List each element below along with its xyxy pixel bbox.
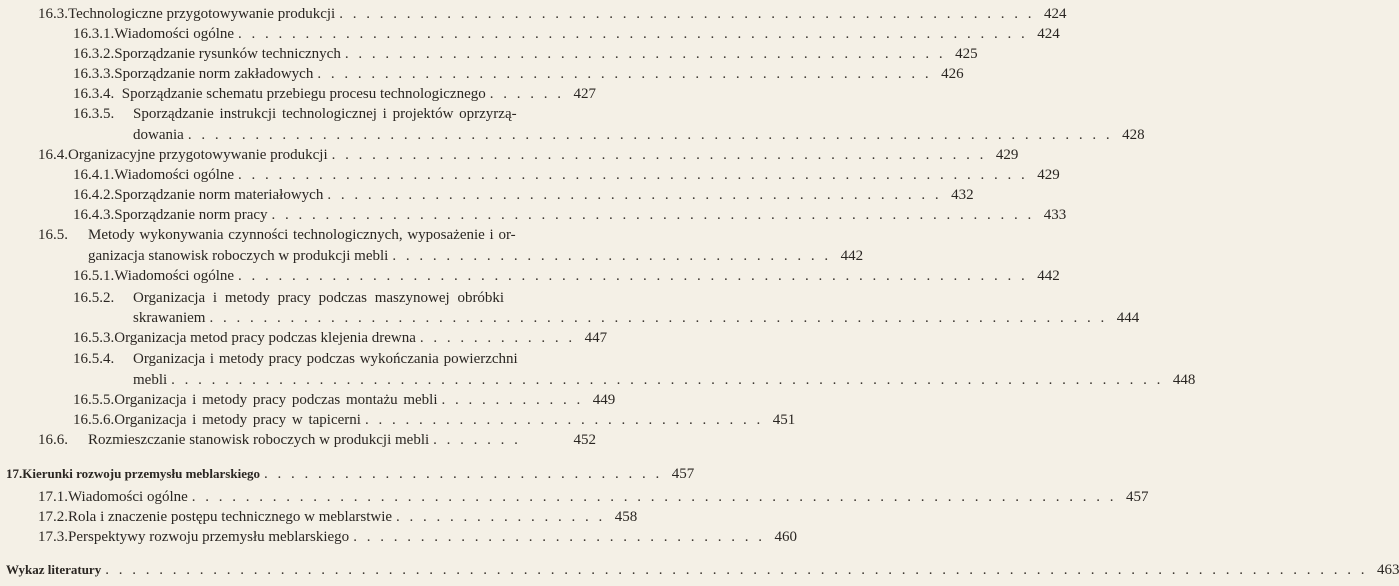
entry-page: 457 bbox=[671, 466, 695, 482]
toc-entry bbox=[0, 350, 620, 369]
leader-dots: . . . . . . bbox=[489, 86, 564, 102]
entry-number: 17.2. bbox=[38, 509, 68, 525]
toc-entry bbox=[0, 85, 620, 104]
entry-page: 429 bbox=[995, 147, 1019, 163]
toc-entry bbox=[0, 105, 620, 124]
leader-dots: . . . . . . . . . . . . . . . . . . . . . . . . . . . . . . . . . . . . . . . . . . . . . . . . . . . . . . . . . . . . . . . . . . . bbox=[209, 310, 1108, 326]
toc-entry bbox=[0, 528, 797, 547]
toc-entry bbox=[0, 391, 620, 410]
leader-dots: . . . . . . . . . . . bbox=[441, 392, 584, 408]
entry-title: Organizacyjne przygotowywanie produkcji bbox=[68, 147, 328, 163]
toc-entry bbox=[0, 488, 1149, 507]
entry-page: 426 bbox=[941, 66, 964, 82]
toc-entry bbox=[0, 45, 978, 64]
entry-page: 444 bbox=[1116, 310, 1140, 326]
entry-title-continuation: skrawaniem bbox=[133, 310, 206, 326]
entry-number: 16.5.2. bbox=[73, 290, 115, 306]
leader-dots: . . . . . . . . . . . . . . . . . . . . . . . . . . . . . . . . . . . . . . . . . . . . . . . . . bbox=[331, 147, 987, 163]
leader-dots: . . . . . . . . . . . . . . . . . . . . . . . . . . . . . . . . . . . . . . . . . . . . . bbox=[344, 46, 946, 62]
entry-number: 16.4. bbox=[38, 147, 68, 163]
entry-page: 451 bbox=[772, 412, 796, 428]
toc-entry bbox=[0, 166, 1060, 185]
entry-title: Rozmieszczanie stanowisk roboczych w produkcji mebli bbox=[88, 432, 430, 448]
entry-number: 17.3. bbox=[38, 529, 68, 545]
leader-dots: . . . . . . . . . . . . bbox=[419, 330, 576, 346]
entry-title: Technologiczne przygotowywanie produkcji bbox=[68, 6, 336, 22]
entry-number: 16.3. bbox=[38, 6, 68, 22]
leader-dots: . . . . . . . . . . . . . . . . . . . . . . . . . . . . . . . . . . . . . . . . . . . . . . . . . . . . . . . . . . . bbox=[238, 268, 1028, 284]
toc-entry bbox=[0, 267, 1060, 286]
entry-page: 449 bbox=[592, 392, 616, 408]
toc-entry bbox=[0, 411, 796, 430]
entry-number: 16.4.2. bbox=[73, 187, 115, 203]
toc-entry bbox=[0, 329, 620, 348]
chapter-title: Wykaz literatury bbox=[6, 562, 102, 577]
entry-title: Organizacja i metody pracy podczas wykończania powierzchni bbox=[133, 351, 518, 367]
leader-dots: . . . . . . . . . . . . . . . . . . . . . . . . . . . . . . . . . . . . . . . . . . . . . . bbox=[317, 66, 932, 82]
entry-number: 16.5.6. bbox=[73, 412, 115, 428]
toc-entry bbox=[0, 508, 638, 527]
entry-page: 427 bbox=[573, 86, 596, 102]
leader-dots: . . . . . . . . . . . . . . . . . . . . . . . . . . . . . . . . . . . . . . . . . . . . . . . . . . . . . . . . . . . . . . . . . . . . . bbox=[187, 127, 1113, 143]
entry-number: 17.1. bbox=[38, 489, 68, 505]
entry-page: 425 bbox=[955, 46, 978, 62]
toc-chapter bbox=[0, 464, 695, 484]
entry-title: Organizacja metod pracy podczas klejenia drewna bbox=[114, 330, 416, 346]
leader-dots: . . . . . . . . . . . . . . . . . . . . . . . . . . . . . . . . . . . . . . . . . . . . . . . . . . . . bbox=[339, 6, 1035, 22]
entry-title: Sporządzanie rysunków technicznych bbox=[114, 46, 341, 62]
chapter-title: Kierunki rozwoju przemysłu meblarskiego bbox=[22, 466, 260, 481]
entry-title-continuation: dowania bbox=[133, 127, 184, 143]
entry-number: 16.3.1. bbox=[73, 26, 115, 42]
leader-dots: . . . . . . . . . . . . . . . . . . . . . . . . . . . . . . . . . . . . . . . . . . . . . . . . . . . . . . . . . . . bbox=[238, 26, 1028, 42]
toc-entry-continuation bbox=[0, 309, 1140, 328]
toc-entry bbox=[0, 226, 620, 245]
entry-title: Sporządzanie norm materiałowych bbox=[114, 187, 324, 203]
entry-page: 424 bbox=[1043, 6, 1067, 22]
entry-title: Wiadomości ogólne bbox=[114, 167, 235, 183]
entry-title: Organizacja i metody pracy podczas montażu mebli bbox=[114, 392, 438, 408]
toc-chapter bbox=[0, 560, 1399, 580]
toc-entry-continuation bbox=[0, 371, 1196, 390]
entry-title: Organizacja i metody pracy podczas maszynowej obróbki bbox=[133, 290, 505, 306]
entry-number: 16.3.3. bbox=[73, 66, 115, 82]
entry-title-continuation: ganizacja stanowisk roboczych w produkcji mebli bbox=[88, 248, 389, 264]
entry-page: 424 bbox=[1037, 26, 1060, 42]
entry-title-continuation: mebli bbox=[133, 372, 168, 388]
leader-dots: . . . . . . . . . . . . . . . . . . . . . . . . . . . . . . . . . . . . . . . . . . . . . . . . . . . . . . . . . bbox=[271, 207, 1035, 223]
toc-entry bbox=[0, 186, 974, 205]
entry-page: 447 bbox=[584, 330, 608, 346]
entry-page: 448 bbox=[1172, 372, 1196, 388]
entry-title: Sporządzanie norm pracy bbox=[114, 207, 268, 223]
leader-dots: . . . . . . . . . . . . . . . . . . . . . . . . . . . . . . . . . bbox=[392, 248, 832, 264]
entry-title: Sporządzanie norm zakładowych bbox=[114, 66, 314, 82]
entry-number: 16.3.4. bbox=[73, 86, 115, 102]
entry-title: Rola i znaczenie postępu technicznego w meblarstwie bbox=[68, 509, 393, 525]
entry-number: 16.5. bbox=[38, 227, 68, 243]
leader-dots: . . . . . . . bbox=[433, 432, 521, 448]
entry-page: 433 bbox=[1043, 207, 1067, 223]
entry-number: 16.5.3. bbox=[73, 330, 115, 346]
entry-number: 16.4.3. bbox=[73, 207, 115, 223]
entry-number: 16.3.2. bbox=[73, 46, 115, 62]
entry-title: Metody wykonywania czynności technologicznych, wyposażenie i or- bbox=[88, 227, 516, 243]
leader-dots: . . . . . . . . . . . . . . . . . . . . . . . . . . . . . . . . . . . . . . . . . . . . . . . . . . . . . . . . . . . bbox=[238, 167, 1028, 183]
leader-dots: . . . . . . . . . . . . . . . . . . . . . . . . . . . . . . . bbox=[353, 529, 765, 545]
entry-title: Perspektywy rozwoju przemysłu meblarskiego bbox=[68, 529, 350, 545]
entry-number: 16.5.5. bbox=[73, 392, 115, 408]
leader-dots: . . . . . . . . . . . . . . . . . . . . . . . . . . . . . . . . . . . . . . . . . . . . . . . . . . . . . . . . . . . . . . . . . . . . . . . . . . bbox=[171, 372, 1164, 388]
entry-page: 460 bbox=[774, 529, 797, 545]
leader-dots: . . . . . . . . . . . . . . . . . . . . . . . . . . . . . . . . . . . . . . . . . . . . . . . . . . . . . . . . . . . . . . . . . . . . . . . . . . . . . . . . . . . . . . . . . . . . . . bbox=[105, 562, 1368, 578]
entry-title: Sporządzanie instrukcji technologicznej i projektów oprzyrzą- bbox=[133, 106, 517, 122]
entry-title: Sporządzanie schematu przebiegu procesu technologicznego bbox=[121, 86, 486, 102]
entry-page: 458 bbox=[614, 509, 638, 525]
leader-dots: . . . . . . . . . . . . . . . . . . . . . . . . . . . . . . . . . . . . . . . . . . . . . . . . . . . . . . . . . . . . . . . . . . . . . bbox=[191, 489, 1117, 505]
entry-number: 16.5.4. bbox=[73, 351, 115, 367]
toc-entry bbox=[0, 65, 964, 84]
toc-entry bbox=[0, 146, 1019, 165]
entry-page: 452 bbox=[573, 432, 596, 448]
leader-dots: . . . . . . . . . . . . . . . . bbox=[396, 509, 606, 525]
entry-number: 16.5.1. bbox=[73, 268, 115, 284]
leader-dots: . . . . . . . . . . . . . . . . . . . . . . . . . . . . . . bbox=[263, 466, 663, 482]
leader-dots: . . . . . . . . . . . . . . . . . . . . . . . . . . . . . . bbox=[364, 412, 764, 428]
leader-dots: . . . . . . . . . . . . . . . . . . . . . . . . . . . . . . . . . . . . . . . . . . . . . . bbox=[327, 187, 942, 203]
entry-page: 442 bbox=[840, 248, 864, 264]
entry-number: 16.3.5. bbox=[73, 106, 115, 122]
entry-title: Wiadomości ogólne bbox=[114, 26, 235, 42]
entry-page: 432 bbox=[951, 187, 974, 203]
entry-page: 442 bbox=[1037, 268, 1060, 284]
entry-number: 16.6. bbox=[38, 432, 68, 448]
chapter-number: 17. bbox=[6, 466, 23, 481]
toc-entry bbox=[0, 431, 620, 450]
toc-entry-continuation bbox=[0, 247, 864, 266]
entry-number: 16.4.1. bbox=[73, 167, 115, 183]
entry-page: 457 bbox=[1126, 489, 1149, 505]
entry-page: 428 bbox=[1122, 127, 1145, 143]
entry-page: 429 bbox=[1037, 167, 1060, 183]
entry-title: Organizacja i metody pracy w tapicerni bbox=[114, 412, 361, 428]
toc-entry bbox=[0, 5, 1067, 24]
toc-entry-continuation bbox=[0, 126, 1145, 145]
entry-title: Wiadomości ogólne bbox=[114, 268, 235, 284]
toc-entry bbox=[0, 25, 1060, 44]
entry-title: Wiadomości ogólne bbox=[68, 489, 188, 505]
toc-entry bbox=[0, 206, 1067, 225]
toc-entry bbox=[0, 289, 620, 308]
entry-page: 463 bbox=[1376, 562, 1399, 578]
